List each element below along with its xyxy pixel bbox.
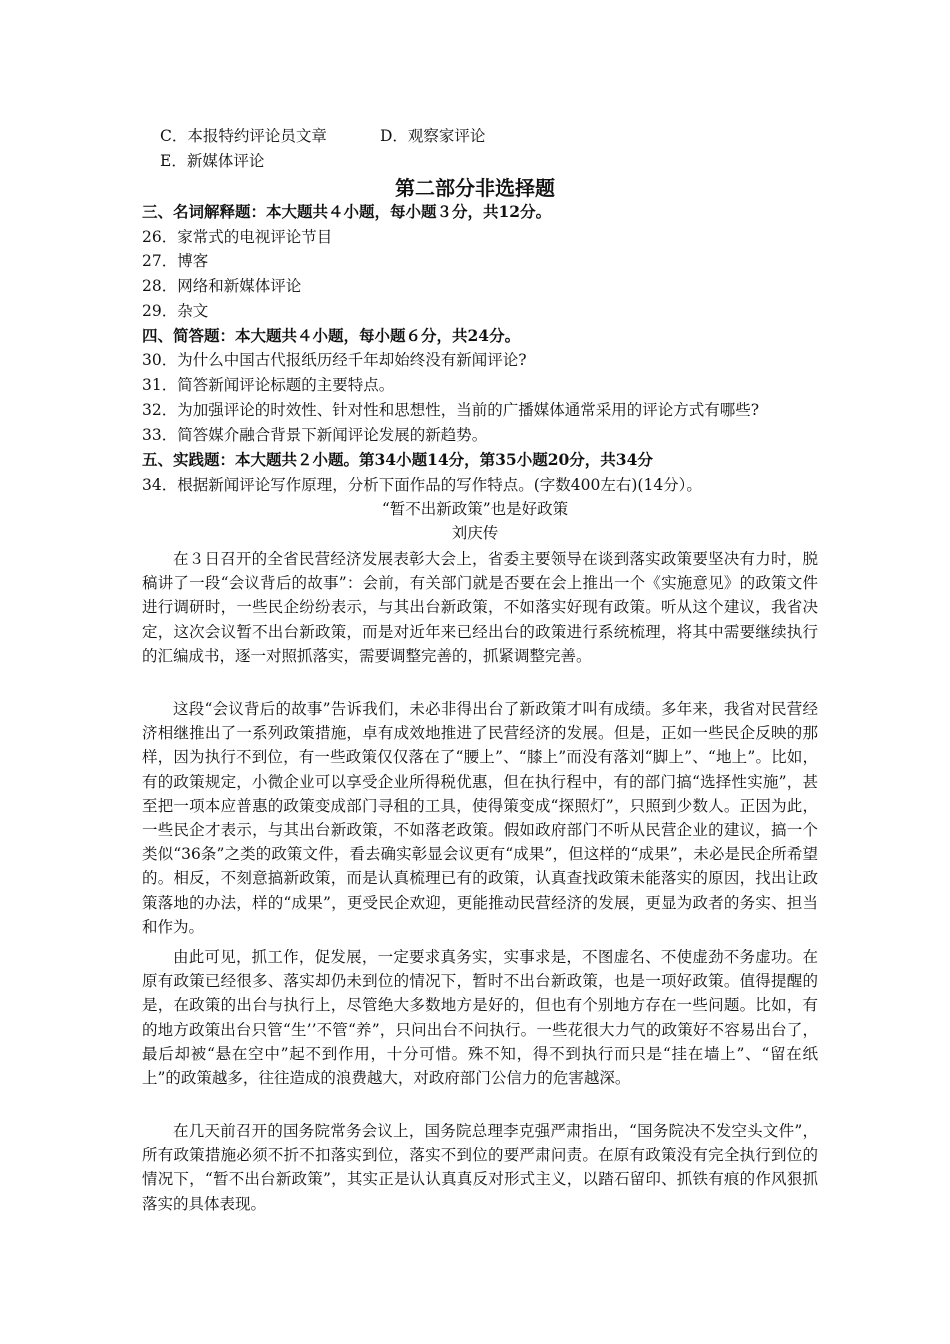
- question-29: 29．杂文: [142, 302, 209, 320]
- article-title: “暂不出新政策”也是好政策: [381, 500, 569, 518]
- question-28: 28．网络和新媒体评论: [142, 277, 302, 295]
- question-30: 30．为什么中国古代报纸历经千年却始终没有新闻评论?: [142, 351, 527, 369]
- part-title: 第二部分非选择题: [395, 176, 555, 200]
- option-d: D．观察家评论: [380, 127, 486, 145]
- article-author: 刘庆传: [451, 524, 499, 542]
- question-27: 27．博客: [142, 252, 209, 270]
- article-paragraph-4: 在几天前召开的国务院常务会议上，国务院总理李克强严肃指出，“国务院决不发空头文件”，所有政策措施必须不折不扣落实到位，落实不到位的要严肃问责。在原有政策没有完全执行到位的情况下，“暂不出台新政策”，其实正是认认真真反对形式主义，以踏石留印、抓铁有痕的作风狠抓落实的具体表现。: [142, 1122, 818, 1213]
- article-paragraph-2: 这段“会议背后的故事”告诉我们，未必非得出台了新政策才叫有成绩。多年来，我省对民营经济相继推出了一系列政策措施，卓有成效地推进了民营经济的发展。但是，正如一些民企反映的那样，因为执行不到位，有一些政策仅仅落在了“腰上”、“膝上”而没有落刘“脚上”、“地上”。比如，有的政策规定，小微企业可以享受企业所得税优惠，但在执行程中，有的部门搞“选择性实施”，甚至把一项本应普惠的政策变成部门寻租的工具，使得策变成“探照灯”，只照到少数人。正因为此，一些民企才表示，与其出台新政策，不如落老政策。假如政府部门不听从民营企业的建议，搞一个类似“36条”之类的政策文件，看去确实彰显会议更有“成果”，但这样的“成果”，未必是民企所希望的。相反，不刻意搞新政策，而是认真梳理已有的政策，认真查找政策未能落实的原因，找出让政策落地的办法，样的“成果”，更受民企欢迎，更能推动民营经济的发展，更显为政者的务实、担当和作为。: [142, 700, 818, 936]
- question-31: 31．简答新闻评论标题的主要特点。: [142, 376, 395, 394]
- article-paragraph-1: 在３日召开的全省民营经济发展表彰大会上，省委主要领导在谈到落实政策要坚决有力时，脱稿讲了一段“会议背后的故事”：会前，有关部门就是否要在会上推出一个《实施意见》的政策文件进行调研时，一些民企纷纷表示，与其出台新政策，不如落实好现有政策。听从这个建议，我省决定，这次会议暂不出台新政策，而是对近年来已经出台的政策进行系统梳理，将其中需要继续执行的汇编成书，逐一对照抓落实，需要调整完善的，抓紧调整完善。: [142, 550, 818, 665]
- question-34: 34．根据新闻评论写作原理，分析下面作品的写作特点。(字数400左右)(14分）。: [142, 476, 702, 494]
- section3-header: 三、名词解释题：本大题共４小题，每小题３分，共12分。: [142, 202, 552, 221]
- article-paragraph-3: 由此可见，抓工作，促发展，一定要求真务实，实事求是，不图虚名、不使虚劲不务虚功。在原有政策已经很多、落实却仍未到位的情况下，暂时不出台新政策，也是一项好政策。值得提醒的是，在政策的出台与执行上，尽管绝大多数地方是好的，但也有个别地方存在一些问题。比如，有的地方政策出台只管“生’’不管“养”，只问出台不问执行。一些花很大力气的政策好不容易出台了，最后却被“悬在空中”起不到作用，十分可惜。殊不知，得不到执行而只是“挂在墙上”、“留在纸上”的政策越多，往往造成的浪费越大，对政府部门公信力的危害越深。: [142, 948, 818, 1088]
- question-26: 26．家常式的电视评论节目: [142, 228, 333, 246]
- question-32: 32．为加强评论的时效性、针对性和思想性，当前的广播媒体通常采用的评论方式有哪些?: [142, 401, 760, 419]
- section5-header: 五、实践题：本大题共２小题。第34小题14分，第35小题20分，共34分: [142, 450, 653, 469]
- question-33: 33．简答媒介融合背景下新闻评论发展的新趋势。: [142, 426, 488, 444]
- option-c: C．本报特约评论员文章: [160, 127, 327, 145]
- section4-header: 四、简答题：本大题共４小题，每小题６分，共24分。: [142, 326, 521, 345]
- option-e: E．新媒体评论: [160, 152, 265, 170]
